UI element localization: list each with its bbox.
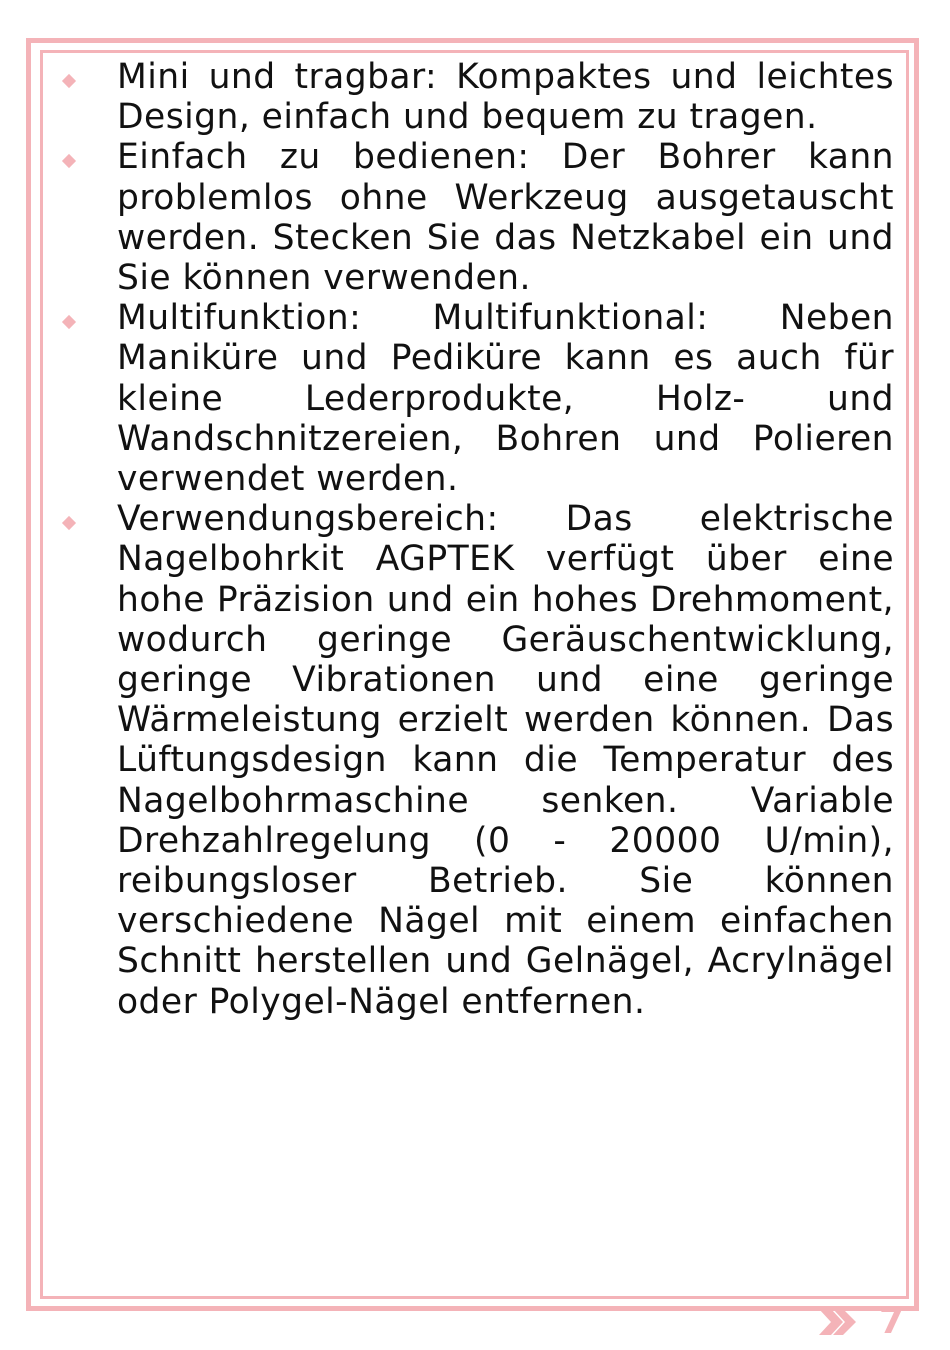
list-item [56,298,894,499]
feature-text: Mini und tragbar: Kompaktes und leichtes Design, einfach und bequem zu tragen. [117,57,894,138]
page-number: 7 [878,1301,904,1342]
page-footer [819,1298,904,1346]
feature-list [56,57,894,1022]
diamond-bullet-icon [62,516,76,530]
list-item [56,137,894,298]
feature-text: Einfach zu bedienen: Der Bohrer kann problemlos ohne Werkzeug ausgetauscht werden. Stecken Sie das Netzkabel ein und Sie können verwenden. [117,137,894,299]
double-chevron-right-icon [819,1306,857,1338]
diamond-bullet-icon [62,154,76,168]
list-item [56,499,894,1022]
feature-list-container [56,57,894,1022]
diamond-bullet-icon [62,315,76,329]
diamond-bullet-icon [62,74,76,88]
feature-text: Verwendungsbereich: Das elektrische Nagelbohrkit AGPTEK verfügt über eine hohe Präzision und ein hohes Drehmoment, wodurch geringe Geräuschentwicklung, geringe Vibrationen und eine geringe Wärmeleistung erzielt werden können. Das Lüftungsdesign kann die Temperatur des Nagelbohrmaschine senken. Variable Drehzahlregelung (0 - 20000 U/min), reibungsloser Betrieb. Sie können verschiedene Nägel mit einem einfachen Schnitt herstellen und Gelnägel, Acrylnägel oder Polygel-Nägel entfernen. [117,499,894,1022]
list-item [56,57,894,137]
feature-text: Multifunktion: Multifunktional: Neben Maniküre und Pediküre kann es auch für kleine Lederprodukte, Holz- und Wandschnitzereien, Bohren und Polieren verwendet werden. [117,298,894,500]
